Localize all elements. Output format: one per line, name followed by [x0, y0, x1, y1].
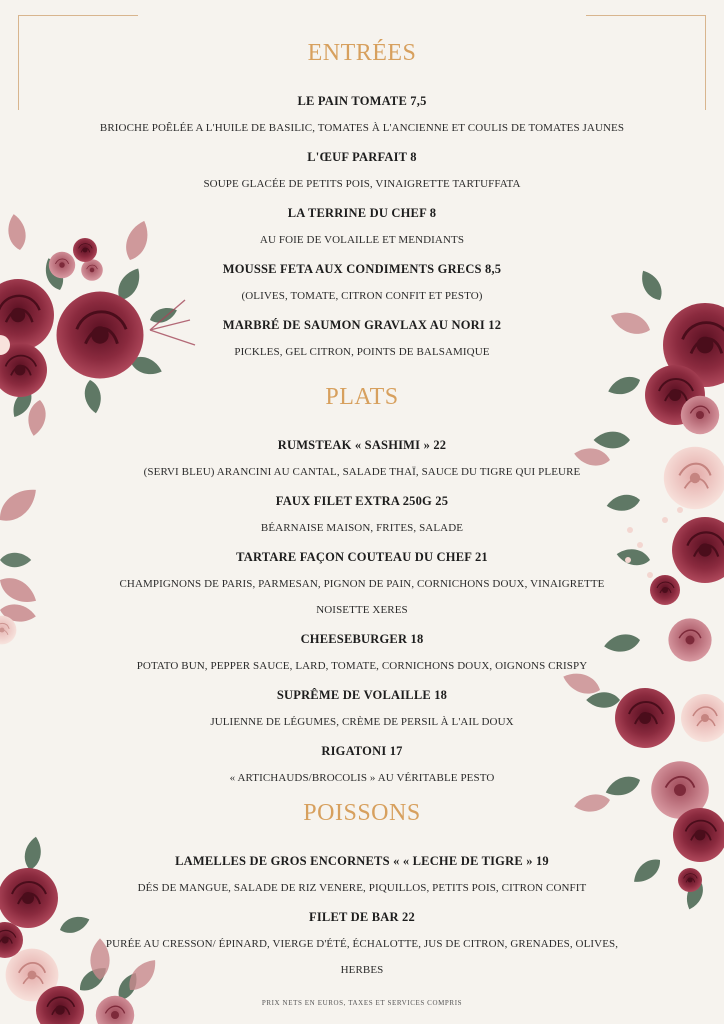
dish-name: FAUX FILET EXTRA 250G 25: [275, 494, 449, 508]
dish-description: NOISETTE XERES: [316, 604, 408, 616]
dish-description: (SERVI BLEU) ARANCINI AU CANTAL, SALADE THAÏ, SAUCE DU TIGRE QUI PLEURE: [143, 466, 581, 478]
dish-name: FILET DE BAR 22: [309, 910, 415, 924]
leaf-cluster-left-edge: [0, 482, 43, 645]
dish-description: SOUPE GLACÉE DE PETITS POIS, VINAIGRETTE TARTUFFATA: [203, 178, 521, 190]
dish-description: HERBES: [340, 964, 384, 976]
dish-description: DÉS DE MANGUE, SALADE DE RIZ VENERE, PIQUILLOS, PETITS POIS, CITRON CONFIT: [137, 882, 587, 894]
dish-description: BÉARNAISE MAISON, FRITES, SALADE: [260, 522, 464, 534]
dish-description: AU FOIE DE VOLAILLE ET MENDIANTS: [259, 234, 465, 246]
footer-note: PRIX NETS EN EUROS, TAXES ET SERVICES COMPRIS: [261, 999, 463, 1007]
dish-name: MARBRÉ DE SAUMON GRAVLAX AU NORI 12: [222, 318, 502, 332]
dish-name: LAMELLES DE GROS ENCORNETS « « LECHE DE TIGRE » 19: [175, 854, 549, 868]
section-title: ENTRÉES: [307, 40, 417, 66]
dish-name: L'ŒUF PARFAIT 8: [307, 150, 417, 164]
dish-name: RIGATONI 17: [321, 744, 403, 758]
dish-description: PICKLES, GEL CITRON, POINTS DE BALSAMIQUE: [234, 346, 490, 358]
dish-description: POTATO BUN, PEPPER SAUCE, LARD, TOMATE, CORNICHONS DOUX, OIGNONS CRISPY: [136, 660, 588, 672]
dish-name: MOUSSE FETA AUX CONDIMENTS GRECS 8,5: [222, 262, 502, 276]
dish-name: TARTARE FAÇON COUTEAU DU CHEF 21: [236, 550, 488, 564]
dish-description: JULIENNE DE LÉGUMES, CRÈME DE PERSIL À L'AIL DOUX: [210, 716, 514, 728]
dish-description: CHAMPIGNONS DE PARIS, PARMESAN, PIGNON DE PAIN, CORNICHONS DOUX, VINAIGRETTE: [119, 578, 605, 590]
dish-description: « ARTICHAUDS/BROCOLIS » AU VÉRITABLE PESTO: [229, 772, 495, 784]
dish-description: BRIOCHE POÊLÉE A L'HUILE DE BASILIC, TOMATES À L'ANCIENNE ET COULIS DE TOMATES JAUNES: [99, 122, 625, 134]
section-title: POISSONS: [303, 800, 421, 826]
dish-name: LA TERRINE DU CHEF 8: [287, 206, 437, 220]
dish-name: SUPRÊME DE VOLAILLE 18: [276, 688, 448, 702]
dish-name: LE PAIN TOMATE 7,5: [297, 94, 427, 108]
section-title: PLATS: [325, 384, 399, 410]
dish-name: RUMSTEAK « SASHIMI » 22: [277, 438, 447, 452]
dish-name: CHEESEBURGER 18: [300, 632, 424, 646]
dish-description: PURÉE AU CRESSON/ ÉPINARD, VIERGE D'ÉTÉ, ÉCHALOTTE, JUS DE CITRON, GRENADES, OLIVES,: [105, 938, 619, 950]
dish-description: (OLIVES, TOMATE, CITRON CONFIT ET PESTO): [241, 290, 483, 302]
